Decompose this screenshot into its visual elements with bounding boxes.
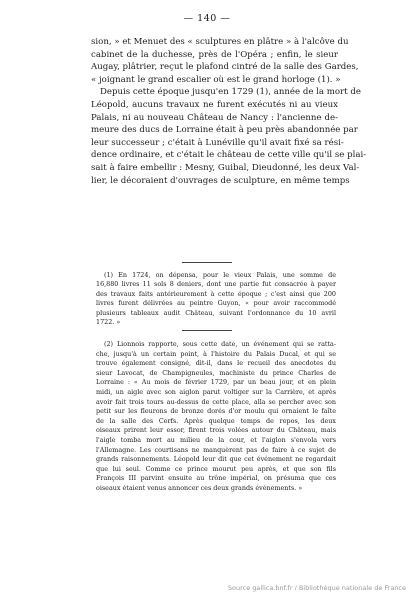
footnote-divider [182,330,232,331]
main-text-line: leur successeur ; c'était à Lunéville qu'il avait fixé sa rési- [91,137,344,148]
footnote-line: des travaux faits antérieurement à cette époque ; c'est ainsi que 200 [96,289,336,298]
footnote-line: de la salle des Cerfs. Après quelque temps de repos, les deux [96,416,336,425]
main-text-line: Palais, ni au nouveau Château de Nancy : l'ancienne de- [91,112,338,123]
main-text-line: « joignant le grand escalier où est le grand horloge (1). » [91,74,341,85]
footnote-line: livres furent délivrées au peintre Guyon, « pour avoir raccommodé [96,299,336,308]
footnote-line: l'Allemagne. Les courtisans ne manquèrent pas de faire à ce sujet de [96,445,336,454]
footnote-line: 1722. » [96,318,121,327]
footnote-2 [96,340,336,494]
main-text-line: lier, le décoraient d'ouvrages de sculpture, en même temps [91,175,350,186]
footnote-1 [96,271,336,327]
main-text-line: sait à faire embellir : Mesny, Guibal, Dieudonné, les deux Val- [91,162,360,173]
footnote-line: petit sur les fleurons de bronze dorés d'or moulu qui ornaient le faîte [96,407,336,416]
main-text-line: Depuis cette époque jusqu'en 1729 (1), année de la mort de [100,87,361,98]
main-text-line: Augay, plâtrier, reçut le plafond cintré de la salle des Gardes, [91,62,359,73]
footnote-line: que lui seul. Comme ce prince mourut peu après, et que son fils [96,464,336,473]
footnote-line: François III parvint ensuite au trône impérial, on présuma que ces [96,474,336,483]
main-text-line: Léopold, aucuns travaux ne furent exécutés ni au vieux [91,99,338,110]
main-text-line: sion, » et Menuet des « sculptures en plâtre » à l'alcôve du [91,37,349,47]
footnote-line: 16,880 livres 11 sols 8 deniers, dont une partie fut consacrée à payer [96,280,336,289]
footnote-line: trouve également consigné, dit-il, dans le recueil des anecdotes du [96,359,336,368]
footnote-line: avoir fait trois tours au-dessus de cette place, alla se percher avec son [96,397,336,406]
main-text-line: cabinet de la duchesse, près de l'Opéra ; enfin, le sieur [91,49,338,60]
page-number: — 140 — [183,13,231,24]
main-text-line: dence ordinaire, et c'était le château de cette ville qu'il se plai- [91,150,367,161]
footnote-line: che, jusqu'à un certain point, à l'histoire du Palais Ducal, et qui se [96,349,336,358]
footnote-line: Lorraine : « Au mois de février 1729, par un beau jour, et en plein [96,378,336,387]
footnote-line: oiseaux étaient venus annoncer ces deux grands événements. » [96,483,303,492]
footnote-line: midi, un aigle avec son aiglon parut voltiger sur la Carrière, et après [96,387,336,396]
footnote-line: (1) En 1724, on dépensa, pour le vieux Palais, une somme de [104,271,336,279]
footnote-line: sieur Lavocat, de Champigneules, machiniste du prince Charles de [96,368,336,377]
source-credit: Source gallica.bnf.fr / Bibliothèque nationale de France [227,584,406,592]
main-text-block [91,36,367,187]
footnote-line: (2) Lionnois rapporte, sous cette date, un événement qui se ratta- [104,340,336,348]
footnote-divider [182,262,232,263]
footnote-line: l'aigle tomba mort au milieu de la cour, et l'aiglon s'envola vers [96,435,336,444]
footnote-line: grands raisonnements. Léopold leur dit que cet événement ne regardait [96,455,336,464]
footnote-line: oiseaux prirent leur essor, firent trois volées autour du Château, mais [96,426,336,435]
footnote-line: plusieurs tableaux audit Château, suivant l'ordonnance du 10 avril [96,308,336,317]
main-text-line: meure des ducs de Lorraine était à peu près abandonnée par [91,125,358,136]
